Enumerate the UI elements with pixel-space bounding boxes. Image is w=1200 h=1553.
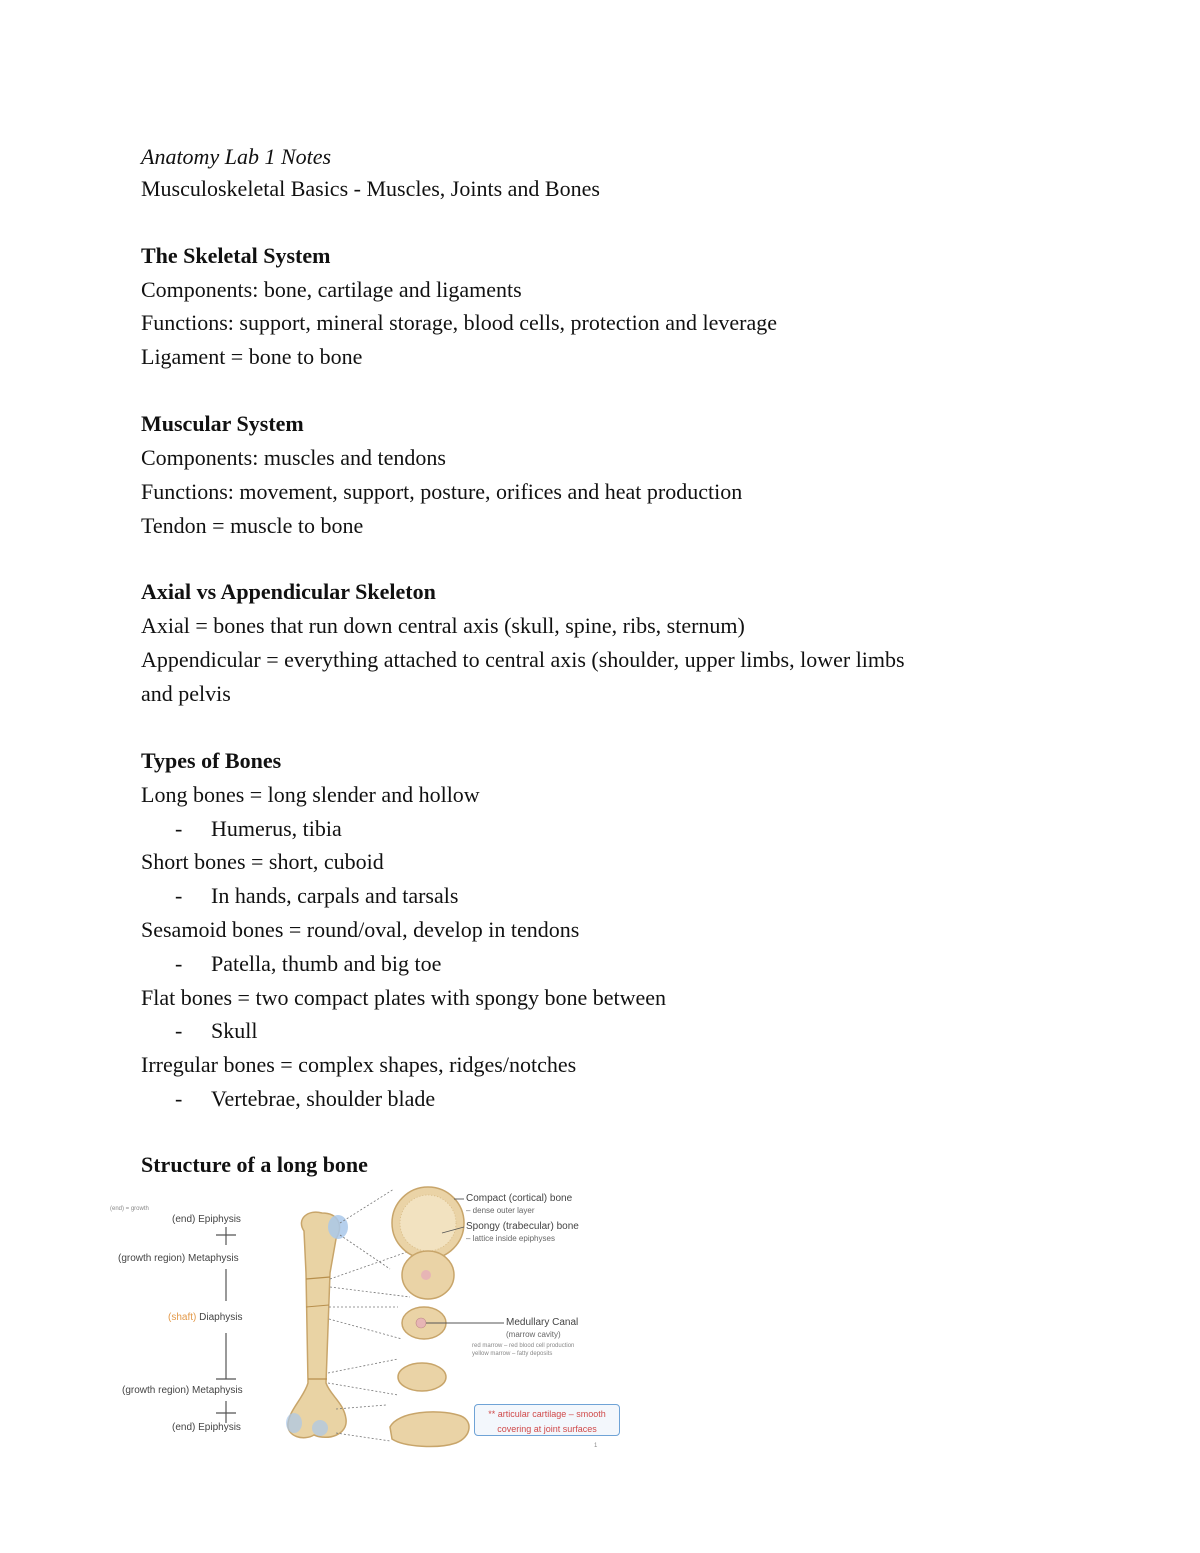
label-marrow-note-1: red marrow – red blood cell production [472,1343,575,1349]
label-spongy-bone: Spongy (trabecular) bone [466,1221,579,1232]
figure-page-number: 1 [594,1443,598,1449]
document-subtitle: Musculoskeletal Basics - Muscles, Joints and Bones [141,176,600,201]
label-compact-sub: – dense outer layer [466,1206,535,1215]
skeletal-heading: The Skeletal System [141,243,331,268]
skeletal-functions: Functions: support, mineral storage, blood cells, protection and leverage [141,310,778,335]
document-title: Anatomy Lab 1 Notes [141,144,332,169]
long-bones: Long bones = long slender and hollow [141,782,480,807]
axial-heading: Axial vs Appendicular Skeleton [141,579,436,604]
label-epiphysis-bottom: (end) Epiphysis [172,1422,241,1433]
short-bones: Short bones = short, cuboid [141,849,384,874]
muscular-functions: Functions: movement, support, posture, orifices and heat production [141,479,743,504]
flat-bones: Flat bones = two compact plates with spongy bone between [141,985,667,1010]
types-heading: Types of Bones [141,748,282,773]
label-metaphysis-bottom: (growth region) Metaphysis [122,1385,243,1396]
label-medullary-canal: Medullary Canal [506,1317,579,1328]
tendon-definition: Tendon = muscle to bone [141,513,364,538]
label-marrow-note-2: yellow marrow – fatty deposits [472,1351,553,1357]
sesamoid-bones: Sesamoid bones = round/oval, develop in tendons [141,917,580,942]
top-note: (end) = growth [110,1206,149,1212]
appendicular-continuation: and pelvis [141,681,231,706]
label-epiphysis-top: (end) Epiphysis [172,1214,241,1225]
label-medullary-sub: (marrow cavity) [506,1330,561,1339]
label-compact-bone: Compact (cortical) bone [466,1193,573,1204]
label-diaphysis: (shaft) Diaphysis [168,1312,243,1323]
bullet-item: - Vertebrae, shoulder blade [175,1086,436,1111]
articular-cartilage-callout: ** articular cartilage – smooth covering at joint surfaces [474,1404,620,1436]
ligament-definition: Ligament = bone to bone [141,344,363,369]
label-spongy-sub: – lattice inside epiphyses [466,1234,555,1243]
muscular-components: Components: muscles and tendons [141,445,446,470]
appendicular-definition: Appendicular = everything attached to central axis (shoulder, upper limbs, lower limbs [141,647,905,672]
irregular-bones: Irregular bones = complex shapes, ridges/notches [141,1052,577,1077]
bullet-item: - Patella, thumb and big toe [175,951,442,976]
axial-definition: Axial = bones that run down central axis (skull, spine, ribs, sternum) [141,613,745,638]
bullet-item: - Humerus, tibia [175,816,342,841]
bullet-item: - In hands, carpals and tarsals [175,883,459,908]
femur-shape [288,1212,346,1438]
structure-heading: Structure of a long bone [141,1152,368,1177]
label-metaphysis-top: (growth region) Metaphysis [118,1253,239,1264]
skeletal-components: Components: bone, cartilage and ligaments [141,277,522,302]
bullet-item: - Skull [175,1018,258,1043]
long-bone-diagram [108,1183,628,1463]
muscular-heading: Muscular System [141,411,304,436]
